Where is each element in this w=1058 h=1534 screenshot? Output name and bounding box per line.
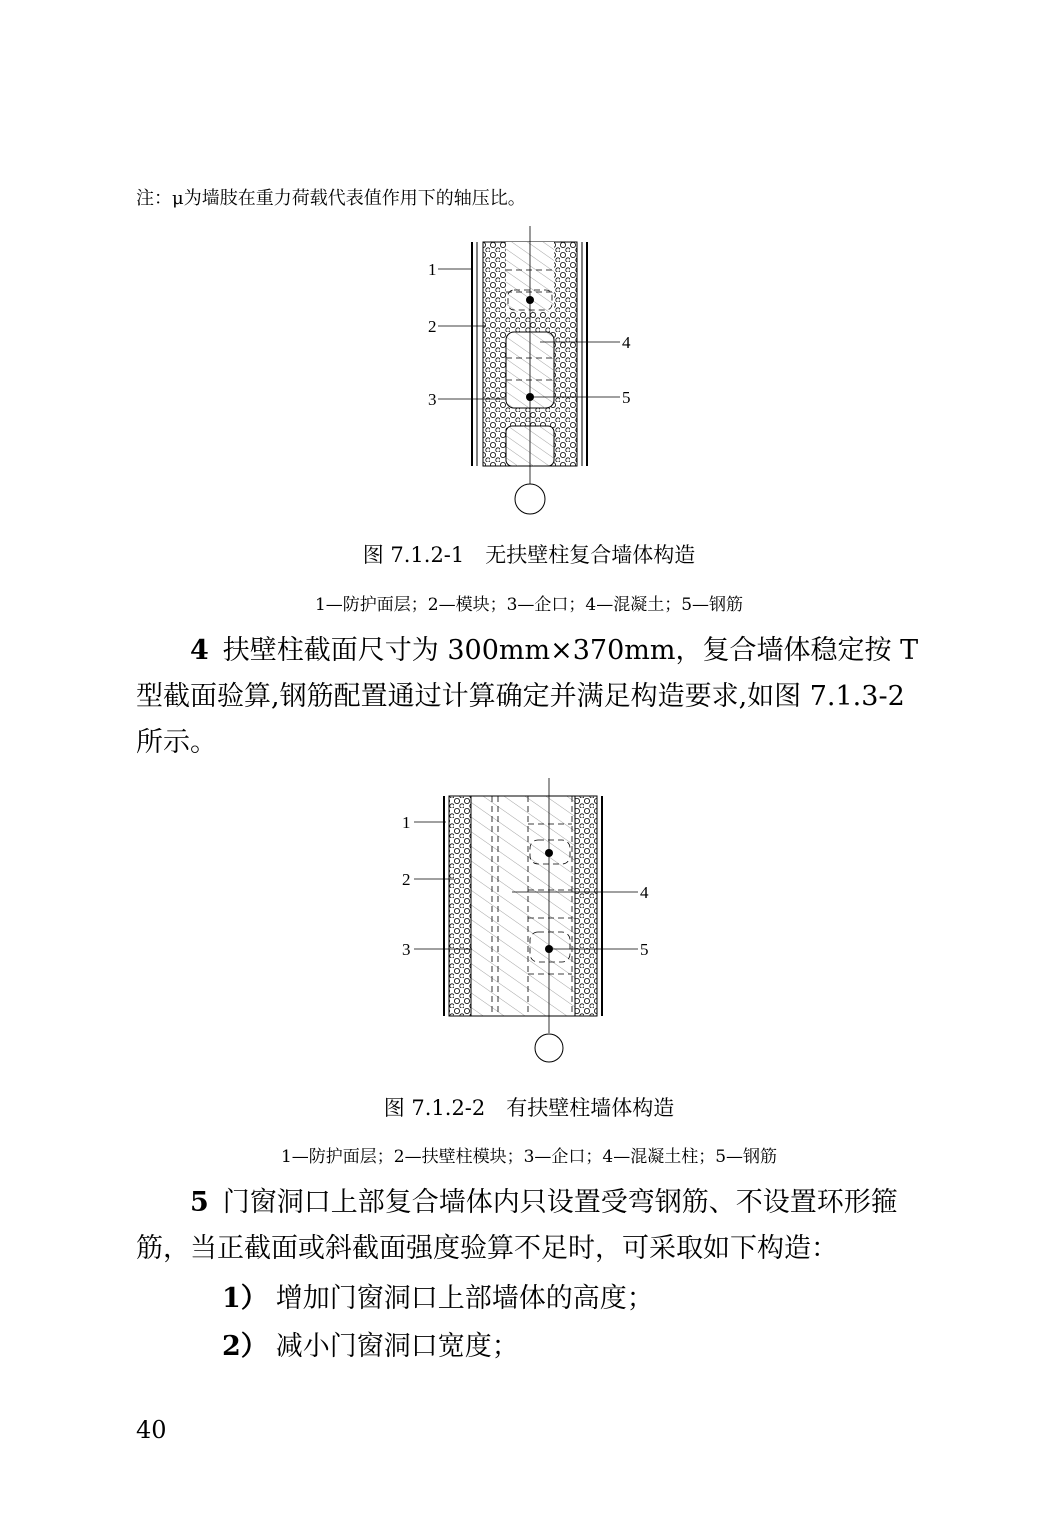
note-text: 注：μ为墙肢在重力荷载代表值作用下的轴压比。 bbox=[136, 188, 526, 209]
fig2-callout-3: 3 bbox=[402, 940, 411, 959]
fig1-callout-5: 5 bbox=[622, 388, 631, 407]
list-item-2-number: 2） bbox=[222, 1331, 268, 1362]
fig1-callout-1: 1 bbox=[428, 260, 437, 279]
paragraph-4 bbox=[136, 628, 926, 766]
fig2-callout-1: 1 bbox=[402, 813, 411, 832]
list-item-1 bbox=[222, 1276, 654, 1322]
list-item-2-text: 减小门窗洞口宽度； bbox=[275, 1331, 519, 1362]
page-number: 40 bbox=[136, 1416, 167, 1444]
fig2-callout-5: 5 bbox=[640, 940, 649, 959]
figure-2-caption: 图 7.1.2-2 有扶壁柱墙体构造 bbox=[383, 1096, 675, 1120]
fig2-callout-4: 4 bbox=[640, 883, 649, 902]
paragraph-5-number: 5 bbox=[190, 1187, 209, 1218]
figure-1-legend: 1—防护面层；2—模块；3—企口；4—混凝土；5—钢筋 bbox=[314, 595, 744, 615]
figure-1-caption: 图 7.1.2-1 无扶壁柱复合墙体构造 bbox=[362, 543, 696, 567]
paragraph-5-text: 门窗洞口上部复合墙体内只设置受弯钢筋、不设置环形箍筋，当正截面或斜截面强度验算不足时，可采取如下构造： bbox=[136, 1187, 898, 1264]
figure-2-legend: 1—防护面层；2—扶壁柱模块；3—企口；4—混凝土柱；5—钢筋 bbox=[280, 1147, 778, 1167]
list-item-1-text: 增加门窗洞口上部墙体的高度； bbox=[275, 1283, 654, 1314]
figure-2-diagram bbox=[394, 778, 664, 1066]
list-item-2 bbox=[222, 1324, 519, 1370]
fig1-callout-4: 4 bbox=[622, 333, 631, 352]
fig1-callout-2: 2 bbox=[428, 317, 437, 336]
paragraph-5 bbox=[136, 1180, 926, 1272]
fig1-callout-3: 3 bbox=[428, 390, 437, 409]
figure-1-diagram bbox=[420, 222, 640, 518]
fig2-callout-2: 2 bbox=[402, 870, 411, 889]
list-item-1-number: 1） bbox=[222, 1283, 268, 1314]
paragraph-4-text: 扶壁柱截面尺寸为 300mm×370mm，复合墙体稳定按 T 型截面验算,钢筋配置通过计算确定并满足构造要求,如图 7.1.3-2 所示。 bbox=[136, 635, 919, 758]
paragraph-4-number: 4 bbox=[190, 635, 209, 666]
